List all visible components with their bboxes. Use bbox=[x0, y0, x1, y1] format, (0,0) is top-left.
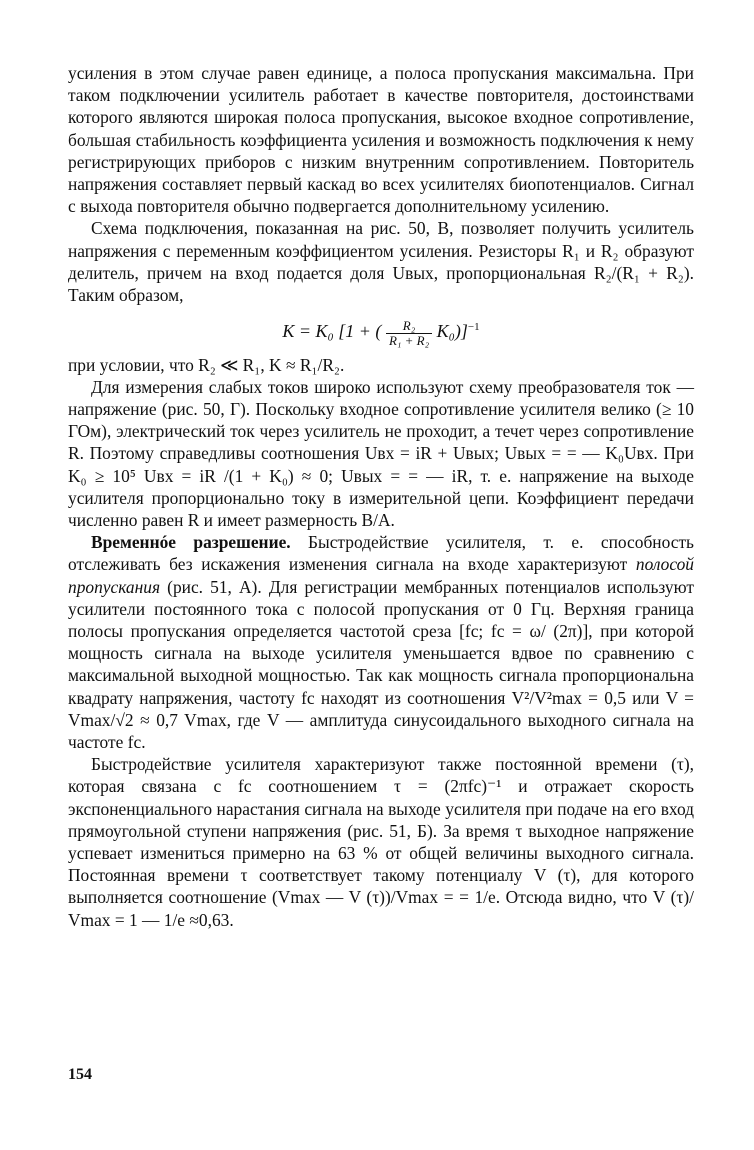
formula-exponent: −1 bbox=[467, 321, 480, 334]
paragraph-1: усиления в этом случае равен единице, а полоса пропускания максимальна. При таком подключении усилитель работает в качестве повторителя, достоинствами которого являются широкая полоса пропускания, высокое входное сопротивление, большая стабильность коэффициента усиления и возможность подключения к нему регистрирующих приборов с низким внутренним сопротивлением. Повторитель напряжения составляет первый каскад во всех усилителях биопотенциалов. Сигнал с выхода повторителя обычно подвергается дополнительному усилению. bbox=[68, 63, 694, 217]
paragraph-5-part-b: (рис. 51, А). Для регистрации мембранных потенциалов используют усилители постоянного тока с полосой пропускания от 0 Гц. Верхняя граница полосы пропускания определяется частотой среза [fс; fс = ω/ (2π)], при которой мощность сигнала на выходе усилителя уменьшается вдвое по сравнению с максимальной выходной мощностью. Так как мощность сигнала пропорциональна квадрату напряжения, частоту fс находят из соотношения V²/V²max = 0,5 или V = Vmax/√2 ≈ 0,7 Vmax, где V — амплитуда синусоидального выходного сигнала на частоте fс. bbox=[68, 576, 694, 753]
paragraph-5-part-a: Быстродействие усилителя, т. е. способность отслеживать без искажения изменения сигнала на входе характеризуют bbox=[68, 532, 694, 575]
paragraph-3: при условии, что R₂ ≪ R₁, K ≈ R₁/R₂. bbox=[68, 354, 345, 375]
gain-formula bbox=[68, 314, 694, 347]
formula-tail: K₀)] bbox=[436, 321, 468, 342]
paragraph-5 bbox=[68, 531, 694, 753]
page-number: 154 bbox=[68, 1066, 92, 1083]
paragraph-5-emphasis: полосой пропускания bbox=[68, 554, 694, 597]
formula-numerator: R₂ bbox=[386, 319, 432, 334]
paragraph-2: Схема подключения, показанная на рис. 50, В, позволяет получить усилитель напряжения с переменным коэффициентом усиления. Резисторы R₁ и R₂ образуют делитель, причем на вход подается доля Uвых, пропорциональная R₂/(R₁ + R₂). Таким образом, bbox=[68, 218, 694, 306]
formula-open: [1 + ( bbox=[338, 321, 382, 342]
paragraph-6: Быстродействие усилителя характеризуют также постоянной времени (τ), которая связана с fс соотношением τ = (2πfс)⁻¹ и отражает скорость экспоненциального нарастания сигнала на выходе усилителя при подаче на его вход прямоугольной ступени напряжения (рис. 51, Б). За время τ выходное напряжение успевает измениться примерно на 63 % от общей величины выходного сигнала. Постоянная времени τ соответствует такому потенциалу V (τ), для которого выполняется соотношение (Vmax — V (τ))/Vmax = = 1/e. Отсюда видно, что V (τ)/ Vmax = 1 — 1/e ≈0,63. bbox=[68, 754, 694, 930]
formula-fraction bbox=[386, 319, 432, 348]
page-body bbox=[68, 62, 694, 931]
paragraph-4: Для измерения слабых токов широко используют схему преобразователя ток — напряжение (рис. 50, Г). Поскольку входное сопротивление усилителя велико (≥ 10 ГОм), электрический ток через усилитель не проходит, а течет через сопротивление R. Поэтому справедливы соотношения Uвх = iR + Uвых; Uвых = = — K₀Uвх. При K₀ ≥ 10⁵ Uвх = iR /(1 + K₀) ≈ 0; Uвых = = — iR, т. е. напряжение на выходе усилителя пропорционально току в измерительной цепи. Коэффициент передачи численно равен R и имеет размерность В/А. bbox=[68, 376, 694, 531]
formula-denominator: R₁ + R₂ bbox=[388, 332, 430, 348]
formula-lhs: K = K₀ bbox=[282, 321, 334, 342]
section-heading-time-resolution: Временнóе разрешение. bbox=[91, 532, 291, 553]
